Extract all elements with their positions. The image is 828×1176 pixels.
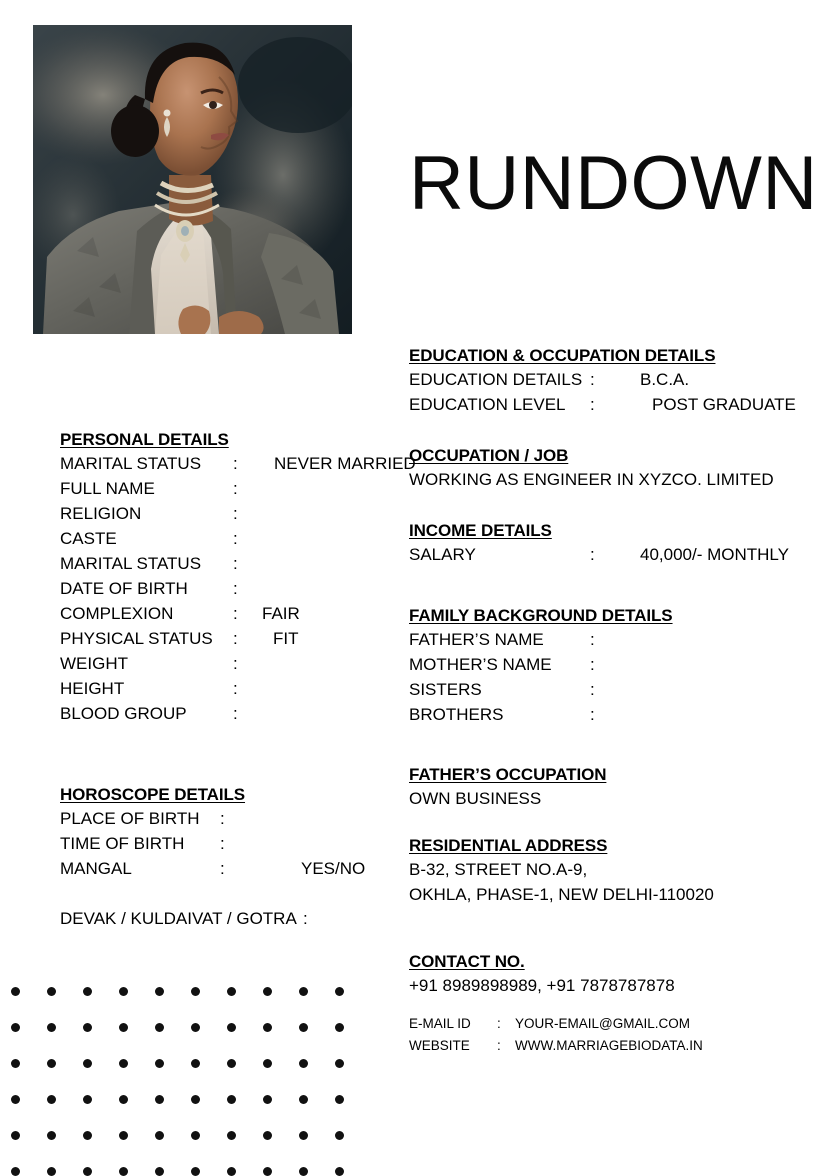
address-line-1: B-32, STREET NO.A-9, <box>409 860 588 879</box>
row-separator: : <box>233 504 238 523</box>
contact-heading: CONTACT NO. <box>409 952 525 971</box>
row-label: SALARY <box>409 545 476 564</box>
table-row <box>60 529 238 554</box>
table-row <box>409 545 789 570</box>
grid-dot <box>227 1059 236 1068</box>
grid-dot <box>119 987 128 996</box>
grid-dot <box>11 1131 20 1140</box>
row-separator: : <box>590 395 595 414</box>
row-label: FATHER’S NAME <box>409 630 544 649</box>
grid-dot <box>119 1131 128 1140</box>
grid-dot <box>227 1095 236 1104</box>
fathers-occupation-heading: FATHER’S OCCUPATION <box>409 765 607 784</box>
grid-dot <box>47 1167 56 1176</box>
website-row <box>409 1038 703 1060</box>
table-row <box>60 654 238 679</box>
row-separator: : <box>590 545 595 564</box>
row-label: MANGAL <box>60 859 132 878</box>
grid-dot <box>191 1167 200 1176</box>
row-separator: : <box>233 679 238 698</box>
row-separator: : <box>233 529 238 548</box>
row-label: TIME OF BIRTH <box>60 834 185 853</box>
fathers-occupation-section <box>409 765 606 814</box>
contact-phone-numbers: +91 8989898989, +91 7878787878 <box>409 976 675 995</box>
grid-dot <box>335 1167 344 1176</box>
grid-dot <box>83 1095 92 1104</box>
grid-dot <box>227 1131 236 1140</box>
table-row <box>409 630 673 655</box>
row-separator: : <box>233 579 238 598</box>
row-label: EDUCATION LEVEL <box>409 395 566 414</box>
table-row <box>60 579 238 604</box>
row-label: PLACE OF BIRTH <box>60 809 200 828</box>
row-label: WEBSITE <box>409 1038 470 1053</box>
grid-dot <box>227 1023 236 1032</box>
grid-dot <box>155 1023 164 1032</box>
grid-dot <box>263 1059 272 1068</box>
education-occupation-heading: EDUCATION & OCCUPATION DETAILS <box>409 346 716 365</box>
personal-details-heading: PERSONAL DETAILS <box>60 430 229 449</box>
grid-dot <box>299 1059 308 1068</box>
grid-dot <box>119 1095 128 1104</box>
residential-address-section <box>409 836 714 910</box>
row-label: CASTE <box>60 529 117 548</box>
occupation-section <box>409 446 774 495</box>
grid-dot <box>191 1059 200 1068</box>
grid-dot <box>47 1095 56 1104</box>
grid-dot <box>299 1131 308 1140</box>
table-row <box>409 655 673 680</box>
table-row <box>60 554 238 579</box>
grid-dot <box>227 987 236 996</box>
table-row <box>409 680 673 705</box>
row-separator: : <box>233 479 238 498</box>
occupation-text: WORKING AS ENGINEER IN XYZCO. LIMITED <box>409 470 774 489</box>
grid-dot <box>263 1023 272 1032</box>
portrait-photo-graphic <box>33 25 352 334</box>
row-label: RELIGION <box>60 504 142 523</box>
grid-dot <box>155 1167 164 1176</box>
row-label: BLOOD GROUP <box>60 704 187 723</box>
grid-dot <box>47 1059 56 1068</box>
grid-dot <box>191 987 200 996</box>
grid-dot <box>263 1167 272 1176</box>
section-spacer <box>60 884 245 909</box>
grid-dot <box>299 1167 308 1176</box>
education-occupation-section <box>409 346 796 420</box>
table-row <box>409 370 715 395</box>
row-label: MARITAL STATUS <box>60 554 202 573</box>
grid-dot <box>335 1131 344 1140</box>
row-label: EDUCATION DETAILS <box>409 370 583 389</box>
devak-row <box>60 909 308 934</box>
website-value[interactable]: WWW.MARRIAGEBIODATA.IN <box>515 1038 703 1053</box>
row-value: FAIR <box>262 604 300 623</box>
grid-dot <box>335 987 344 996</box>
portrait-photo <box>33 25 352 334</box>
row-separator: : <box>220 809 225 828</box>
grid-dot <box>299 1023 308 1032</box>
grid-dot <box>47 1023 56 1032</box>
row-label: BROTHERS <box>409 705 504 724</box>
contact-section <box>409 952 703 1060</box>
grid-dot <box>83 1131 92 1140</box>
grid-dot <box>299 1095 308 1104</box>
grid-dot <box>335 1023 344 1032</box>
row-label: PHYSICAL STATUS <box>60 629 213 648</box>
table-row <box>60 454 416 479</box>
row-separator: : <box>233 704 238 723</box>
row-separator: : <box>590 705 595 724</box>
row-separator: : <box>497 1016 501 1031</box>
row-label: DATE OF BIRTH <box>60 579 188 598</box>
row-separator: : <box>497 1038 501 1053</box>
row-separator: : <box>303 909 308 928</box>
grid-dot <box>11 1167 20 1176</box>
grid-dot <box>83 1023 92 1032</box>
row-label: FULL NAME <box>60 479 155 498</box>
row-separator: : <box>233 654 238 673</box>
table-row <box>60 504 238 529</box>
row-label: HEIGHT <box>60 679 125 698</box>
grid-dot <box>263 1131 272 1140</box>
row-value: B.C.A. <box>640 370 690 389</box>
row-separator: : <box>233 554 238 573</box>
row-separator: : <box>590 630 595 649</box>
grid-dot <box>335 1059 344 1068</box>
row-label: COMPLEXION <box>60 604 174 623</box>
horoscope-details-section <box>60 785 366 934</box>
row-label: MOTHER’S NAME <box>409 655 552 674</box>
grid-dot <box>83 987 92 996</box>
grid-dot <box>191 1131 200 1140</box>
grid-dot <box>119 1059 128 1068</box>
personal-details-section <box>60 430 416 729</box>
table-row <box>60 479 238 504</box>
page-title: RUNDOWN <box>409 141 818 226</box>
row-separator: : <box>233 454 238 473</box>
table-row <box>60 704 238 729</box>
grid-dot <box>11 987 20 996</box>
table-row <box>60 604 300 629</box>
table-row <box>409 705 673 730</box>
row-separator: : <box>590 680 595 699</box>
row-label: MARITAL STATUS <box>60 454 202 473</box>
occupation-heading: OCCUPATION / JOB <box>409 446 569 465</box>
row-separator: : <box>590 370 595 389</box>
address-line-2: OKHLA, PHASE-1, NEW DELHI-110020 <box>409 885 714 904</box>
grid-dot <box>155 1059 164 1068</box>
row-label: DEVAK / KULDAIVAT / GOTRA <box>60 909 297 928</box>
grid-dot <box>11 1095 20 1104</box>
family-background-section <box>409 606 673 730</box>
grid-dot <box>119 1023 128 1032</box>
row-value: YES/NO <box>301 859 366 878</box>
dot-grid-decoration <box>0 978 360 1170</box>
row-value: NEVER MARRIED <box>274 454 416 473</box>
grid-dot <box>119 1167 128 1176</box>
row-separator: : <box>233 604 238 623</box>
grid-dot <box>155 1095 164 1104</box>
grid-dot <box>11 1059 20 1068</box>
income-details-heading: INCOME DETAILS <box>409 521 552 540</box>
table-row <box>60 859 366 884</box>
row-value: 40,000/- MONTHLY <box>640 545 789 564</box>
grid-dot <box>155 987 164 996</box>
horoscope-details-heading: HOROSCOPE DETAILS <box>60 785 246 804</box>
income-details-section <box>409 521 789 570</box>
row-label: SISTERS <box>409 680 482 699</box>
grid-dot <box>335 1095 344 1104</box>
row-separator: : <box>220 859 225 878</box>
grid-dot <box>83 1059 92 1068</box>
fathers-occupation-text: OWN BUSINESS <box>409 789 542 808</box>
table-row <box>60 629 299 654</box>
family-background-heading: FAMILY BACKGROUND DETAILS <box>409 606 673 625</box>
grid-dot <box>155 1131 164 1140</box>
row-label: E-MAIL ID <box>409 1016 471 1031</box>
grid-dot <box>11 1023 20 1032</box>
grid-dot <box>47 1131 56 1140</box>
grid-dot <box>191 1095 200 1104</box>
grid-dot <box>47 987 56 996</box>
row-separator: : <box>233 629 238 648</box>
row-separator: : <box>590 655 595 674</box>
table-row <box>409 395 796 420</box>
row-separator: : <box>220 834 225 853</box>
table-row <box>60 834 245 859</box>
grid-dot <box>191 1023 200 1032</box>
grid-dot <box>83 1167 92 1176</box>
grid-dot <box>299 987 308 996</box>
section-spacer <box>409 1001 675 1016</box>
table-row <box>60 809 245 834</box>
residential-address-heading: RESIDENTIAL ADDRESS <box>409 836 608 855</box>
row-value: FIT <box>273 629 299 648</box>
grid-dot <box>263 987 272 996</box>
grid-dot <box>263 1095 272 1104</box>
table-row <box>60 679 238 704</box>
email-value[interactable]: YOUR-EMAIL@GMAIL.COM <box>515 1016 690 1031</box>
grid-dot <box>227 1167 236 1176</box>
email-row <box>409 1016 690 1038</box>
row-label: WEIGHT <box>60 654 128 673</box>
row-value: POST GRADUATE <box>652 395 796 414</box>
